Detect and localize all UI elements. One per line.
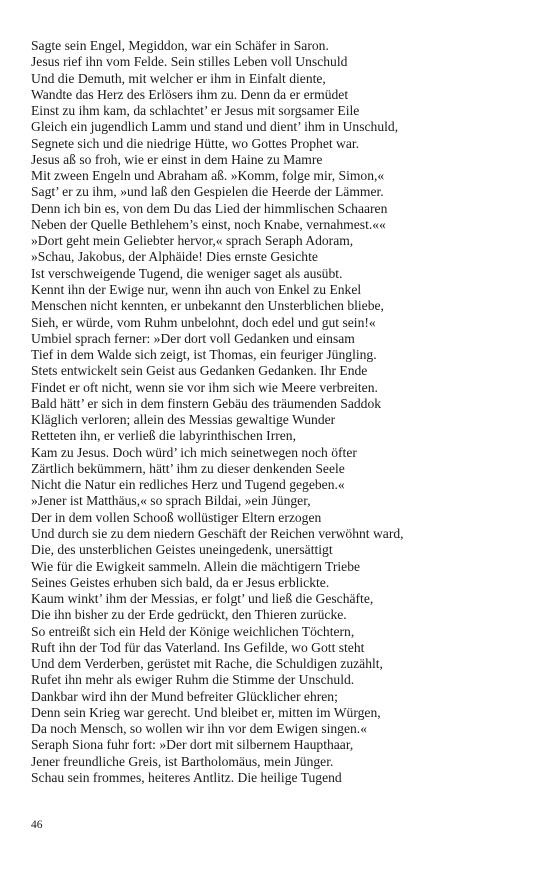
poem-line: Denn sein Krieg war gerecht. Und bleibet er, mitten im Würgen,	[31, 704, 381, 720]
poem-line: Rufet ihn mehr als ewiger Ruhm die Stimme der Unschuld.	[31, 672, 355, 688]
page-number: 46	[31, 819, 43, 831]
poem-line: So entreißt sich ein Held der Könige weichlichen Töchtern,	[31, 623, 355, 639]
poem-line: Segnete sich und die niedrige Hütte, wo Gottes Prophet war.	[31, 135, 360, 151]
poem-line: Jesus rief ihn vom Felde. Sein stilles Leben voll Unschuld	[31, 54, 348, 70]
poem-line: Denn ich bin es, von dem Du das Lied der himmlischen Schaaren	[31, 200, 388, 216]
poem-line: Da noch Mensch, so wollen wir ihn vor dem Ewigen singen.«	[31, 721, 368, 737]
poem-line: Sagte sein Engel, Megiddon, war ein Schäfer in Saron.	[31, 38, 329, 53]
poem-line: Mit zween Engeln und Abraham aß. »Komm, folge mir, Simon,«	[31, 168, 385, 184]
poem-line: Schau sein frommes, heiteres Antlitz. Die heilige Tugend	[31, 769, 342, 785]
poem-line: Stets entwickelt sein Geist aus Gedanken Gedanken. Ihr Ende	[31, 363, 368, 379]
poem-line: Umbiel sprach ferner: »Der dort voll Gedanken und einsam	[31, 330, 355, 346]
poem-line: Seraph Siona fuhr fort: »Der dort mit silbernem Haupthaar,	[31, 737, 354, 753]
poem-line: Wie für die Ewigkeit sammeln. Allein die mächtigern Triebe	[31, 558, 361, 574]
poem-line: Die, des unsterblichen Geistes uneingedenk, unersättigt	[31, 542, 333, 558]
poem-line: Und dem Verderben, gerüstet mit Rache, die Schuldigen zuzählt,	[31, 656, 383, 672]
poem-line: Neben der Quelle Bethlehem’s einst, noch Knabe, vernahmest.««	[31, 216, 386, 232]
poem-line: Jesus aß so froh, wie er einst in dem Haine zu Mamre	[31, 151, 323, 167]
poem-line: Sagt’ er zu ihm, »und laß den Gespielen die Heerde der Lämmer.	[31, 184, 384, 200]
poem-line: Der in dem vollen Schooß wollüstiger Eltern erzogen	[31, 509, 322, 525]
poem-line: Gleich ein jugendlich Lamm und stand und dient’ ihm in Unschuld,	[31, 119, 399, 135]
poem-line: Einst zu ihm kam, da schlachtet’ er Jesus mit sorgsamer Eile	[31, 103, 360, 119]
poem-line: Kläglich verloren; allein des Messias gewaltige Wunder	[31, 412, 336, 428]
poem-line: Seines Geistes erhuben sich bald, da er Jesus erblickte.	[31, 574, 330, 590]
poem-line: Kaum winkt’ ihm der Messias, er folgt’ und ließ die Geschäfte,	[31, 591, 374, 607]
poem-line: Jener freundliche Greis, ist Bartholomäus, mein Jünger.	[31, 753, 334, 769]
poem-line: Und die Demuth, mit welcher er ihm in Einfalt diente,	[31, 70, 326, 86]
poem-line: Findet er oft nicht, wenn sie vor ihm sich wie Meere verbreiten.	[31, 379, 378, 395]
poem-line: Nicht die Natur ein redliches Herz und Tugend gegeben.«	[31, 477, 345, 493]
poem-line: Ist verschweigende Tugend, die weniger saget als ausübt.	[31, 265, 343, 281]
poem-line: Sieh, er würde, vom Ruhm unbelohnt, doch edel und gut sein!«	[31, 314, 376, 330]
poem-line: »Schau, Jakobus, der Alphäide! Dies ernste Gesichte	[31, 249, 318, 265]
poem-line: Bald hätt’ er sich in dem finstern Gebäu des träumenden Saddok	[31, 395, 382, 411]
poem-text-block	[31, 38, 531, 786]
poem-line: Zärtlich bekümmern, hätt’ ihm zu dieser denkenden Seele	[31, 460, 345, 476]
poem-line: Dankbar wird ihn der Mund befreiter Glücklicher ehren;	[31, 688, 338, 704]
poem-line: Kennt ihn der Ewige nur, wenn ihn auch von Enkel zu Enkel	[31, 281, 362, 297]
poem-line: Und durch sie zu dem niedern Geschäft der Reichen verwöhnt ward,	[31, 525, 404, 541]
poem-line: Retteten ihn, er verließ die labyrinthischen Irren,	[31, 428, 296, 444]
poem-line: Kam zu Jesus. Doch würd’ ich mich seinetwegen noch öfter	[31, 444, 357, 460]
poem-line: Wandte das Herz des Erlösers ihm zu. Denn da er ermüdet	[31, 86, 349, 102]
poem-line: »Dort geht mein Geliebter hervor,« sprach Seraph Adoram,	[31, 233, 354, 249]
poem-line: Menschen nicht kennten, er unbekannt den Unsterblichen bliebe,	[31, 298, 384, 314]
poem-line: Die ihn bisher zu der Erde gedrückt, den Thieren zurücke.	[31, 607, 347, 623]
poem-line: Ruft ihn der Tod für das Vaterland. Ins Gefilde, wo Gott steht	[31, 639, 365, 655]
poem-line: Tief in dem Walde sich zeigt, ist Thomas, ein feuriger Jüngling.	[31, 347, 377, 363]
poem-line: »Jener ist Matthäus,« so sprach Bildai, »ein Jünger,	[31, 493, 311, 509]
